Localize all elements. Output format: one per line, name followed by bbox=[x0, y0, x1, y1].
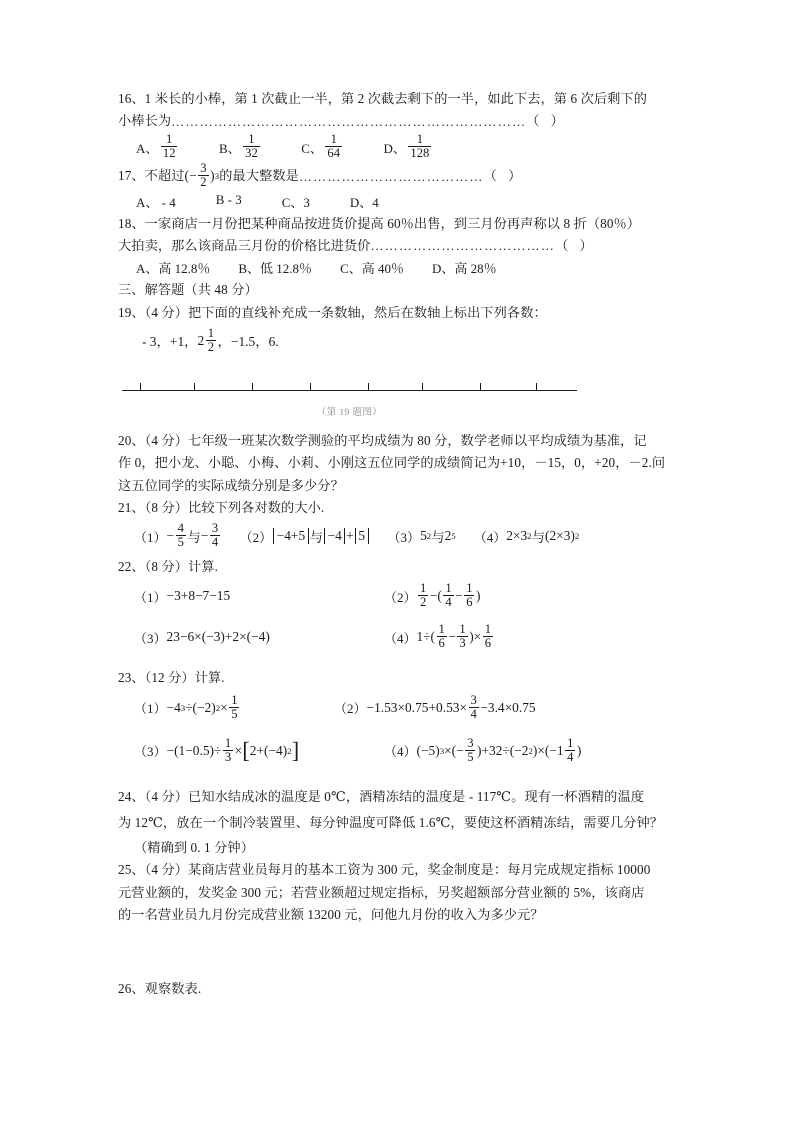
absolute-value-group: 5 bbox=[355, 528, 369, 545]
question-22-row-2 bbox=[118, 624, 680, 651]
fraction-1-6: $\frac{1}{6}$ bbox=[438, 622, 445, 651]
question-21-parts bbox=[118, 523, 680, 550]
fraction-1-3: $\frac{1}{3}$ bbox=[459, 622, 466, 651]
option-18-C[interactable]: C、高 40％ bbox=[340, 261, 404, 277]
absolute-value-group: −4+5 bbox=[273, 528, 309, 545]
number-line-tick bbox=[140, 383, 141, 391]
question-21-part-4: （4） 2×3 2 与 (2×3) 2 bbox=[473, 528, 580, 545]
fraction-1-32: $\frac{1}{32}$ bbox=[245, 132, 258, 161]
question-22-part-1: （1） −3+8−7−15 bbox=[134, 588, 231, 605]
option-17-C[interactable]: C、3 bbox=[281, 194, 310, 210]
question-22-part-4: （4） 1÷( $\frac{1}{6}$ − $\frac{1}{3}$ )× $\frac{1}{6}$ bbox=[384, 622, 491, 651]
question-21-prompt: 21、（8 分）比较下列各对数的大小. bbox=[118, 500, 325, 516]
fraction-3-4: $\frac{3}{4}$ bbox=[211, 521, 219, 550]
bracket-open: [ bbox=[242, 737, 250, 763]
section-3-heading: 三、解答题（共 48 分） bbox=[118, 282, 258, 298]
option-16-C-label: C、 bbox=[301, 140, 323, 156]
question-25-line2: 元营业额的，发奖金 300 元；若营业额超过规定指标，另奖超额部分营业额的 5%，该商店 bbox=[118, 884, 645, 900]
fraction-1-2: $\frac{1}{2}$ bbox=[420, 581, 427, 610]
question-23-part-3: （3） −(1−0.5)÷ $\frac{1}{3}$ × [ 2+(−4) 2 ] bbox=[134, 735, 300, 764]
value-list-19: - 3，+1， 2 $\frac{1}{2}$ ，−1.5，6. bbox=[142, 325, 279, 354]
option-18-A[interactable]: A、高 12.8％ bbox=[136, 261, 211, 277]
figure-caption-19: （第 19 题图） bbox=[316, 408, 383, 419]
number-line-tick bbox=[480, 383, 481, 391]
question-21-part-1: （1） − $\frac{4}{5}$ 与 − $\frac{3}{4}$ bbox=[134, 521, 219, 550]
option-16-A[interactable] bbox=[136, 134, 179, 161]
leader-dots-17: ………………………………… bbox=[298, 168, 484, 184]
question-17-suffix: 的最大整数是 bbox=[219, 168, 299, 184]
page-content bbox=[118, 88, 680, 1001]
question-22-part-2: （2） $\frac{1}{2}$ −( $\frac{1}{4}$ − $\frac{1}{6}$ ) bbox=[384, 581, 481, 610]
option-16-B-label: B、 bbox=[218, 140, 241, 156]
fraction-1-3: $\frac{1}{3}$ bbox=[224, 735, 232, 764]
number-line-tick bbox=[368, 383, 369, 391]
question-16-line2 bbox=[118, 110, 680, 131]
option-16-B[interactable] bbox=[219, 134, 261, 161]
question-23-row-1 bbox=[118, 694, 680, 721]
absolute-value-group: −4 bbox=[324, 528, 345, 545]
question-19-prompt: 19、（4 分）把下面的直线补充成一条数轴，然后在数轴上标出下列各数： bbox=[118, 304, 547, 320]
question-24-line3: （精确到 0. 1 分钟） bbox=[134, 839, 254, 855]
question-16-line2-text: 小棒长为 bbox=[118, 113, 172, 129]
question-20-line1: 20、（4 分）七年级一班某次数学测验的平均成绩为 80 分，数学老师以平均成绩为基准，记 bbox=[118, 433, 647, 449]
number-line-tick bbox=[194, 383, 195, 391]
question-19-values bbox=[118, 327, 680, 354]
fraction-4-5: $\frac{4}{5}$ bbox=[177, 521, 184, 550]
question-16-line1: 16、1 米长的小棒，第 1 次截止一半，第 2 次截去剩下的一半，如此下去，第 6 次后剩下的 bbox=[118, 91, 647, 106]
option-16-C[interactable] bbox=[301, 134, 343, 161]
question-23-part-1: （1） −4 3 ÷(−2) 2 × $\frac{1}{5}$ bbox=[134, 692, 238, 721]
question-26-prompt: 26、观察数表. bbox=[118, 981, 202, 997]
question-18-options bbox=[118, 258, 680, 277]
question-18-line2-text: 大拍卖，那么该商品三月份的价格比进货价 bbox=[118, 238, 371, 253]
question-17-prefix: 17、不超过 bbox=[118, 168, 185, 184]
question-22-part-3: （3） 23−6×(−3)+2×(−4) bbox=[134, 629, 270, 646]
option-17-A[interactable]: A、 - 4 bbox=[136, 194, 176, 210]
answer-brackets-17[interactable]: （ ） bbox=[483, 168, 526, 184]
number-line bbox=[122, 380, 582, 419]
question-20-line2: 作 0，把小龙、小聪、小梅、小莉、小刚这五位同学的成绩简记为+10，－15，0，+20，－2.问 bbox=[118, 455, 666, 471]
number-line-tick bbox=[252, 383, 253, 391]
question-17-options bbox=[118, 192, 680, 211]
fraction-1-64: $\frac{1}{64}$ bbox=[327, 132, 341, 161]
number-line-tick bbox=[536, 383, 537, 391]
option-18-D[interactable]: D、高 28％ bbox=[431, 261, 497, 277]
question-24-line1: 24、（4 分）已知水结成冰的温度是 0℃，酒精冻结的温度是 - 117℃。现有一杯酒精的温度 bbox=[118, 789, 645, 804]
option-16-D-label: D、 bbox=[383, 140, 406, 156]
answer-brackets-18[interactable]: （ ） bbox=[555, 238, 597, 253]
fraction-1-6: $\frac{1}{6}$ bbox=[484, 622, 491, 651]
question-21-part-2: （2） −4+5 与 −4 + 5 bbox=[240, 527, 370, 546]
fraction-1-4: $\frac{1}{4}$ bbox=[445, 581, 452, 610]
question-24-line2: 为 12℃，放在一个制冷装置里、每分钟温度可降低 1.6℃，要使这杯酒精冻结，需要几分钟？ bbox=[118, 815, 664, 831]
question-23-row-2 bbox=[118, 737, 680, 764]
question-25-line1: 25、（4 分）某商店营业员每月的基本工资为 300 元，奖金制度是：每月完成规定指标 10000 bbox=[118, 862, 651, 878]
option-18-B[interactable]: B、低 12.8％ bbox=[238, 261, 313, 277]
question-25-line3: 的一名营业员九月份完成营业额 13200 元，问他九月份的收入为多少元？ bbox=[118, 906, 544, 922]
question-22-row-1 bbox=[118, 583, 680, 610]
fraction-3-4: $\frac{3}{4}$ bbox=[470, 692, 477, 721]
question-22-prompt: 22、（8 分）计算. bbox=[118, 558, 218, 574]
fraction-1-2: $\frac{1}{2}$ bbox=[207, 325, 215, 354]
fraction-1-128: $\frac{1}{128}$ bbox=[410, 132, 430, 161]
fraction-3-5: $\frac{3}{5}$ bbox=[467, 735, 474, 764]
expr-17-power: ( − $\frac{3}{2}$ ) 3 bbox=[184, 161, 220, 190]
fraction-1-12: $\frac{1}{12}$ bbox=[162, 132, 176, 161]
option-17-D[interactable]: D、4 bbox=[349, 194, 379, 210]
question-23-part-2: （2） −1.53×0.75+0.53× $\frac{3}{4}$ −3.4×0.75 bbox=[334, 692, 536, 721]
leader-dots-16: ………………………………………………………………… bbox=[171, 113, 527, 129]
question-23-part-4: （4） (−5) 3 ×(− $\frac{3}{5}$ )+32÷(−2 2 )×(−1 $\frac{1}{4}$ ) bbox=[384, 735, 582, 764]
bracket-close: ] bbox=[291, 737, 300, 763]
option-16-A-label: A、 bbox=[136, 140, 159, 156]
question-18-line2 bbox=[118, 235, 680, 256]
question-17-stem bbox=[118, 163, 680, 190]
option-16-D[interactable] bbox=[384, 134, 433, 161]
fraction-1-6: $\frac{1}{6}$ bbox=[466, 581, 473, 610]
question-21-part-3: （3） 5 2 与 2 5 bbox=[387, 528, 456, 545]
blank-work-space bbox=[118, 926, 680, 978]
question-18-line1: 18、一家商店一月份把某种商品按进货价提高 60％出售，到三月份再声称以 8 折（80％） bbox=[118, 215, 641, 231]
leader-dots-18: ………………………………… bbox=[370, 238, 556, 254]
question-23-prompt: 23、（12 分）计算. bbox=[118, 669, 225, 685]
answer-brackets-16[interactable]: （ ） bbox=[526, 113, 568, 129]
fraction-3-2: $\frac{3}{2}$ bbox=[200, 161, 207, 190]
number-line-axis bbox=[122, 390, 577, 391]
fraction-1-4: $\frac{1}{4}$ bbox=[567, 735, 574, 764]
question-19-figure bbox=[118, 380, 680, 426]
question-20-line3: 这五位同学的实际成绩分别是多少分？ bbox=[118, 477, 344, 493]
number-line-tick bbox=[310, 383, 311, 391]
option-17-B[interactable]: B - 3 bbox=[215, 191, 242, 207]
fraction-1-5: $\frac{1}{5}$ bbox=[231, 692, 238, 721]
number-line-tick bbox=[422, 383, 423, 391]
question-16-options bbox=[118, 134, 680, 161]
